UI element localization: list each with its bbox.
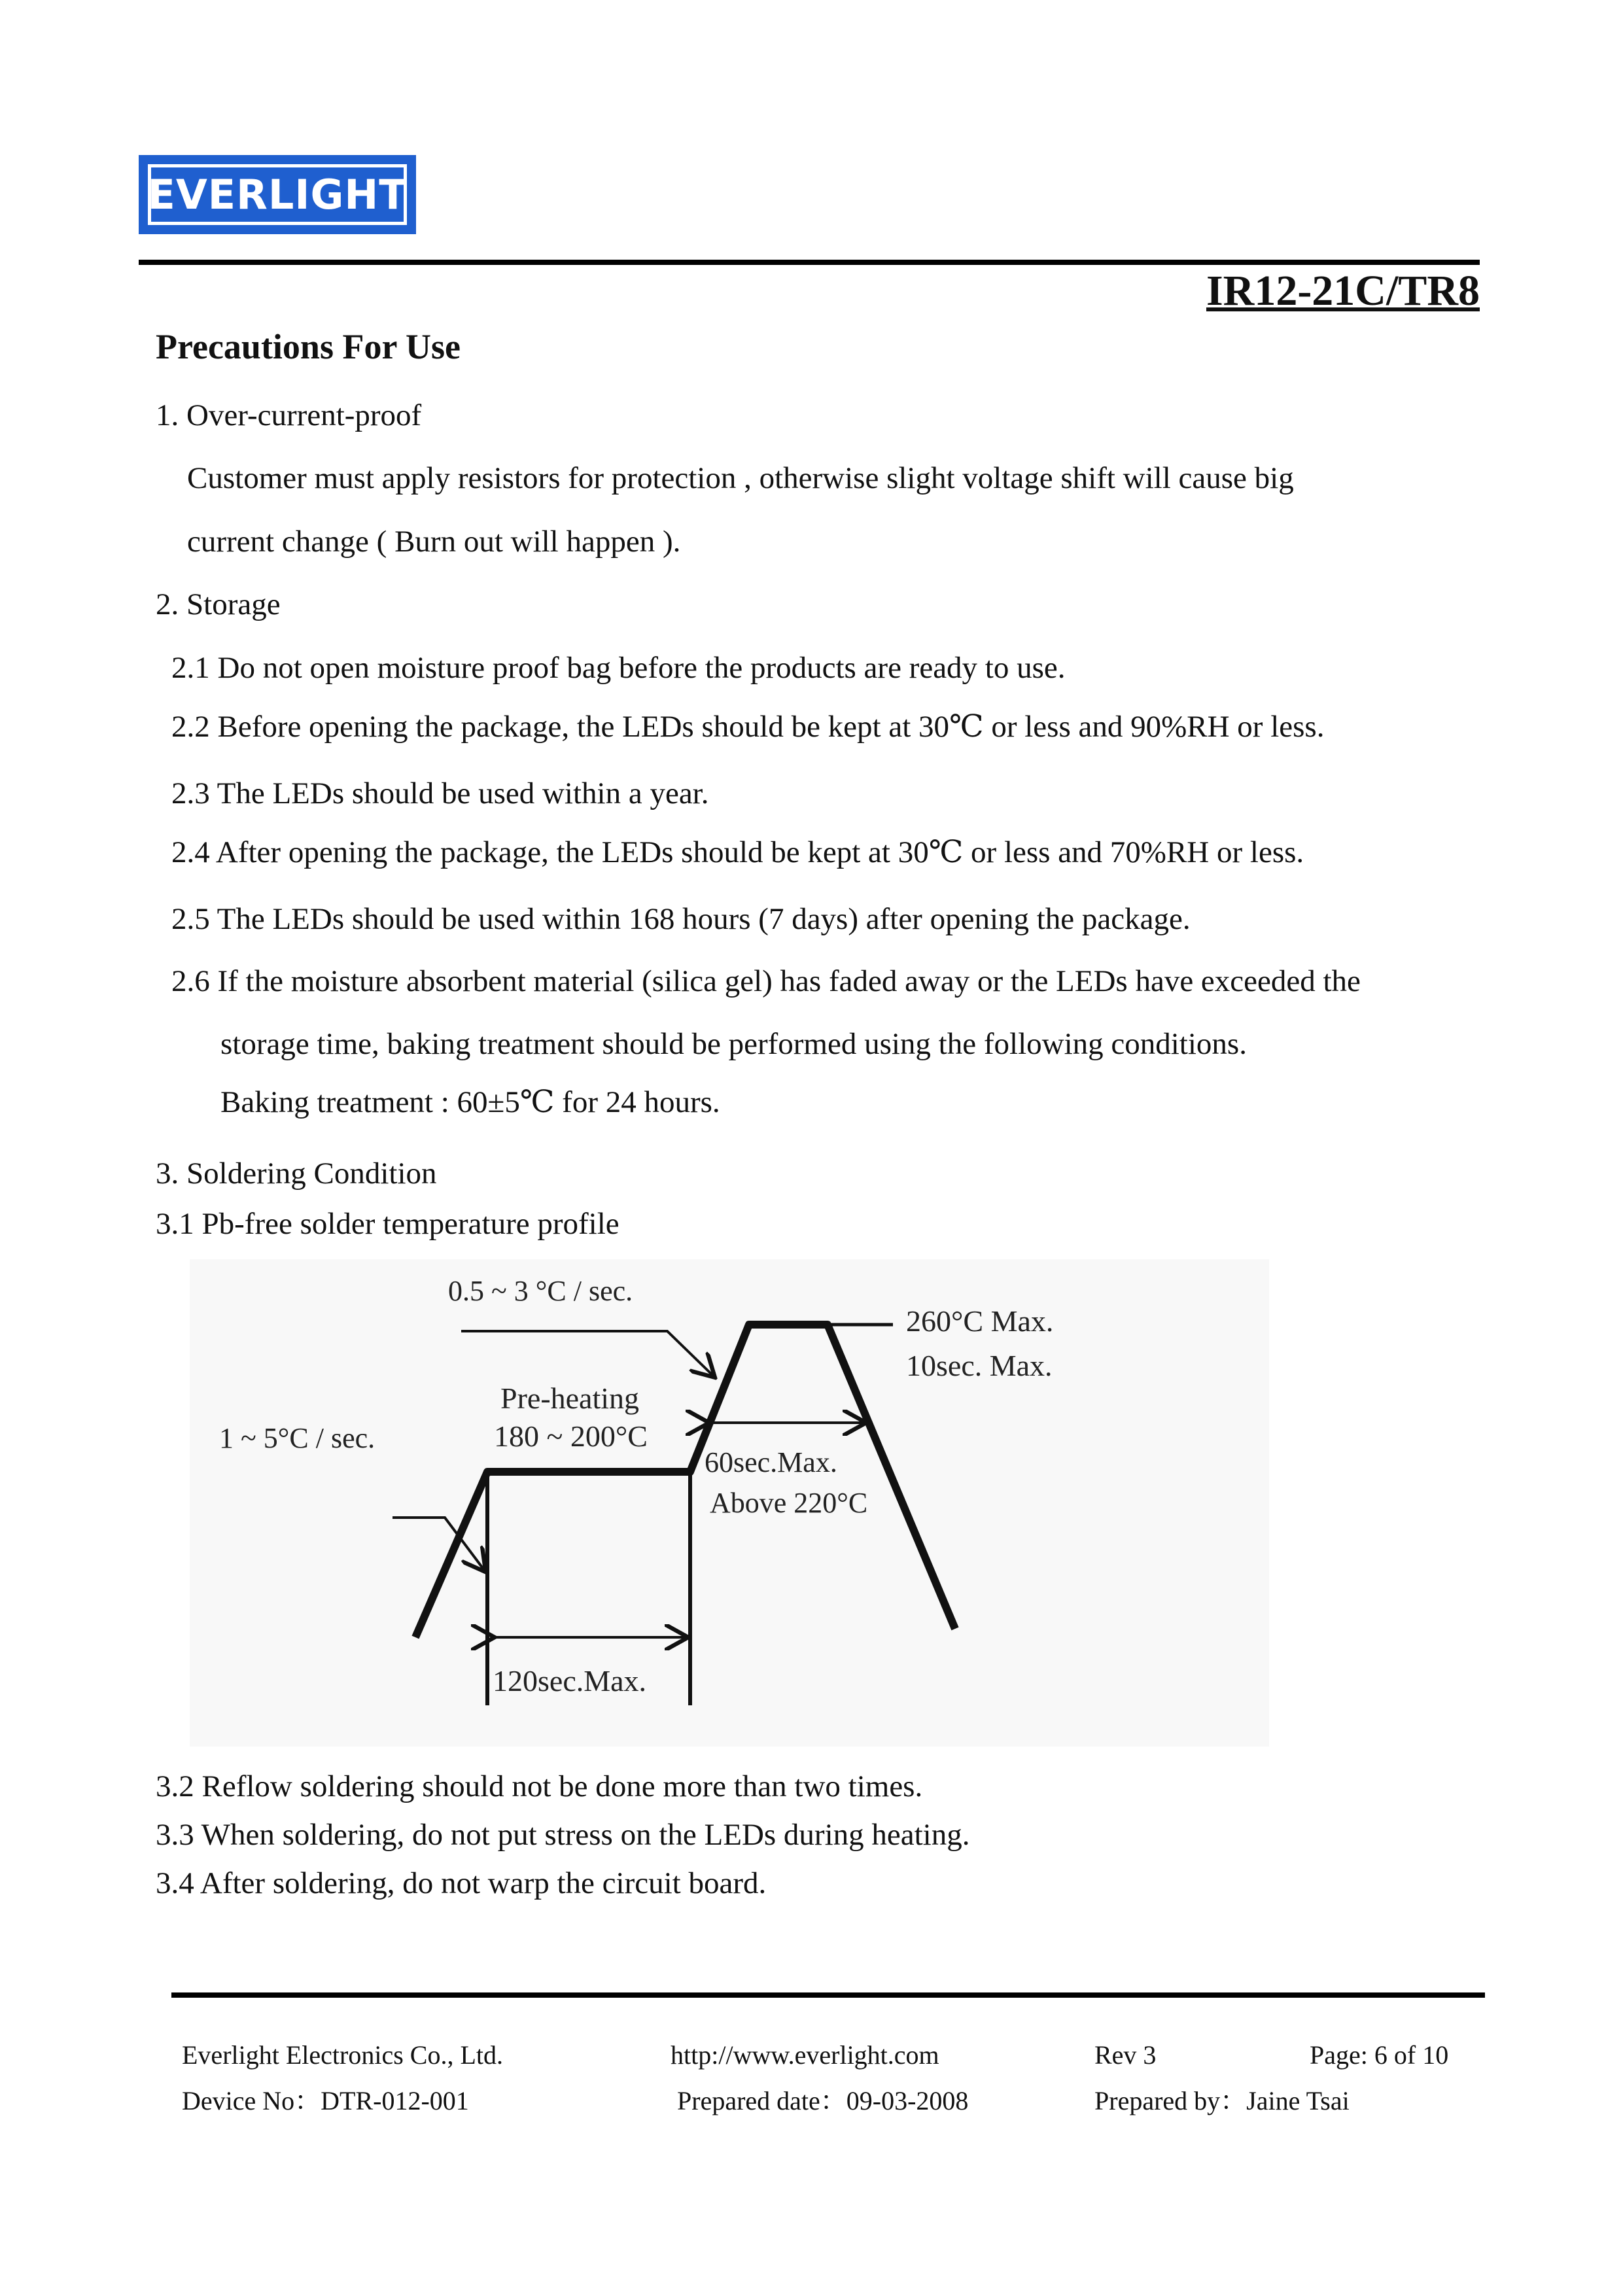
logo-text: EVERLIGHT — [147, 170, 408, 218]
ramp-up-rate-label: 0.5 ~ 3 °C / sec. — [448, 1275, 633, 1307]
preheat-time-label: 120sec.Max. — [493, 1664, 647, 1697]
item-2-5: 2.5 The LEDs should be used within 168 hours (7 days) after opening the package. — [171, 902, 1191, 936]
item-2-6-line3: Baking treatment : 60±5℃ for 24 hours. — [220, 1085, 720, 1119]
item-1-title: 1. Over-current-proof — [156, 398, 422, 432]
item-1-text-line2: current change ( Burn out will happen ). — [187, 525, 681, 559]
part-number: IR12-21C/TR8 — [1206, 267, 1480, 315]
footer-rule — [171, 1992, 1485, 1998]
item-3-2: 3.2 Reflow soldering should not be done more than two times. — [156, 1769, 923, 1803]
item-3-1: 3.1 Pb-free solder temperature profile — [156, 1207, 620, 1241]
initial-rate-label: 1 ~ 5°C / sec. — [219, 1422, 375, 1454]
solder-temperature-profile — [190, 1259, 1269, 1747]
item-3-3: 3.3 When soldering, do not put stress on the LEDs during heating. — [156, 1818, 970, 1852]
footer-page: Page: 6 of 10 — [1310, 2040, 1449, 2070]
header-rule — [139, 260, 1480, 265]
item-2-title: 2. Storage — [156, 587, 281, 621]
company-logo — [139, 155, 416, 234]
item-3-title: 3. Soldering Condition — [156, 1157, 437, 1191]
item-2-1: 2.1 Do not open moisture proof bag before the products are ready to use. — [171, 651, 1066, 685]
item-2-2: 2.2 Before opening the package, the LEDs should be kept at 30℃ or less and 90%RH or less. — [171, 710, 1325, 744]
footer-company: Everlight Electronics Co., Ltd. — [182, 2040, 503, 2070]
above-220-time-label: 60sec.Max. — [705, 1446, 837, 1478]
item-2-3: 2.3 The LEDs should be used within a year. — [171, 776, 709, 810]
item-3-4: 3.4 After soldering, do not warp the circuit board. — [156, 1866, 767, 1900]
footer-prepared-date: Prepared date：09-03-2008 — [677, 2086, 969, 2115]
item-2-6-line1: 2.6 If the moisture absorbent material (silica gel) has faded away or the LEDs have exceeded the — [171, 964, 1361, 998]
preheat-range-label: 180 ~ 200°C — [494, 1419, 648, 1453]
peak-temp-label: 260°C Max. — [906, 1304, 1054, 1338]
footer-rev: Rev 3 — [1094, 2040, 1157, 2070]
logo-frame — [148, 164, 407, 225]
footer-url: http://www.everlight.com — [671, 2040, 939, 2070]
peak-time-label: 10sec. Max. — [906, 1349, 1053, 1382]
preheat-label: Pre-heating — [500, 1382, 640, 1415]
footer-device-no: Device No：DTR-012-001 — [182, 2086, 469, 2115]
item-2-6-line2: storage time, baking treatment should be performed using the following conditions. — [220, 1027, 1247, 1061]
above-220-temp-label: Above 220°C — [710, 1487, 868, 1519]
footer-prepared-by: Prepared by：Jaine Tsai — [1094, 2086, 1350, 2115]
section-title: Precautions For Use — [156, 327, 461, 366]
item-2-4: 2.4 After opening the package, the LEDs should be kept at 30℃ or less and 70%RH or less. — [171, 835, 1304, 869]
item-1-text-line1: Customer must apply resistors for protection , otherwise slight voltage shift will cause big — [187, 461, 1294, 495]
